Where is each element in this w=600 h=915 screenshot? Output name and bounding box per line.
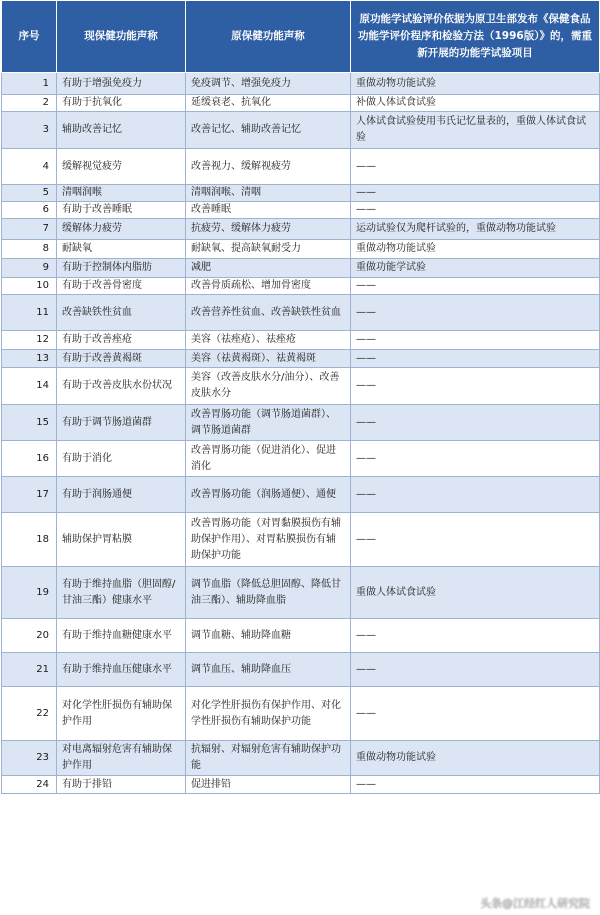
current-claim-cell: 有助于改善黄褐斑 bbox=[57, 350, 186, 368]
row-number-cell: 17 bbox=[2, 477, 57, 513]
required-test-cell: —— bbox=[351, 619, 600, 653]
row-number-cell: 5 bbox=[2, 185, 57, 202]
current-claim-cell: 有助于改善骨密度 bbox=[57, 278, 186, 295]
original-claim-cell: 调节血脂（降低总胆固醇、降低甘油三酯）、辅助降血脂 bbox=[186, 567, 351, 619]
current-claim-cell: 对电离辐射危害有辅助保护作用 bbox=[57, 741, 186, 776]
current-claim-cell: 有助于排铅 bbox=[57, 776, 186, 794]
current-claim-cell: 辅助改善记忆 bbox=[57, 112, 186, 149]
header-no: 序号 bbox=[2, 1, 57, 73]
row-number-cell: 19 bbox=[2, 567, 57, 619]
row-number-cell: 9 bbox=[2, 259, 57, 278]
current-claim-cell: 有助于维持血脂（胆固醇/甘油三酯）健康水平 bbox=[57, 567, 186, 619]
row-number-cell: 21 bbox=[2, 653, 57, 687]
required-test-cell: —— bbox=[351, 513, 600, 567]
original-claim-cell: 改善骨质疏松、增加骨密度 bbox=[186, 278, 351, 295]
header-original-claim: 原保健功能声称 bbox=[186, 1, 351, 73]
required-test-cell: 补做人体试食试验 bbox=[351, 95, 600, 112]
table-row bbox=[2, 185, 600, 202]
current-claim-cell: 有助于维持血糖健康水平 bbox=[57, 619, 186, 653]
row-number-cell: 16 bbox=[2, 441, 57, 477]
table-row bbox=[2, 259, 600, 278]
original-claim-cell: 清咽润喉、清咽 bbox=[186, 185, 351, 202]
table-row bbox=[2, 73, 600, 95]
row-number-cell: 11 bbox=[2, 295, 57, 331]
current-claim-cell: 有助于调节肠道菌群 bbox=[57, 405, 186, 441]
row-number-cell: 13 bbox=[2, 350, 57, 368]
required-test-cell: —— bbox=[351, 687, 600, 741]
table-row bbox=[2, 331, 600, 350]
row-number-cell: 15 bbox=[2, 405, 57, 441]
header-current-claim: 现保健功能声称 bbox=[57, 1, 186, 73]
row-number-cell: 23 bbox=[2, 741, 57, 776]
current-claim-cell: 耐缺氧 bbox=[57, 240, 186, 259]
table-row bbox=[2, 112, 600, 149]
original-claim-cell: 美容（祛痤疮）、祛痤疮 bbox=[186, 331, 351, 350]
original-claim-cell: 免疫调节、增强免疫力 bbox=[186, 73, 351, 95]
required-test-cell: —— bbox=[351, 331, 600, 350]
table-row bbox=[2, 477, 600, 513]
table-row bbox=[2, 368, 600, 405]
header-required-tests: 原功能学试验评价依据为原卫生部发布《保健食品功能学评价程序和检验方法（1996版）》的，需重新开展的功能学试验项目 bbox=[351, 1, 600, 73]
required-test-cell: —— bbox=[351, 278, 600, 295]
original-claim-cell: 调节血糖、辅助降血糖 bbox=[186, 619, 351, 653]
current-claim-cell: 改善缺铁性贫血 bbox=[57, 295, 186, 331]
table-row bbox=[2, 687, 600, 741]
row-number-cell: 8 bbox=[2, 240, 57, 259]
table-row bbox=[2, 513, 600, 567]
current-claim-cell: 缓解视觉疲劳 bbox=[57, 149, 186, 185]
row-number-cell: 12 bbox=[2, 331, 57, 350]
current-claim-cell: 有助于改善痤疮 bbox=[57, 331, 186, 350]
original-claim-cell: 改善睡眠 bbox=[186, 202, 351, 219]
original-claim-cell: 耐缺氧、提高缺氧耐受力 bbox=[186, 240, 351, 259]
table-row bbox=[2, 295, 600, 331]
row-number-cell: 22 bbox=[2, 687, 57, 741]
required-test-cell: —— bbox=[351, 350, 600, 368]
required-test-cell: 运动试验仅为爬杆试验的，重做动物功能试验 bbox=[351, 219, 600, 240]
table-row bbox=[2, 219, 600, 240]
required-test-cell: —— bbox=[351, 149, 600, 185]
table-row bbox=[2, 567, 600, 619]
original-claim-cell: 抗疲劳、缓解体力疲劳 bbox=[186, 219, 351, 240]
required-test-cell: —— bbox=[351, 405, 600, 441]
original-claim-cell: 对化学性肝损伤有保护作用、对化学性肝损伤有辅助保护功能 bbox=[186, 687, 351, 741]
table-row bbox=[2, 202, 600, 219]
row-number-cell: 10 bbox=[2, 278, 57, 295]
required-test-cell: —— bbox=[351, 185, 600, 202]
table-row bbox=[2, 95, 600, 112]
original-claim-cell: 美容（改善皮肤水分/油分）、改善皮肤水分 bbox=[186, 368, 351, 405]
required-test-cell: —— bbox=[351, 441, 600, 477]
row-number-cell: 14 bbox=[2, 368, 57, 405]
required-test-cell: —— bbox=[351, 202, 600, 219]
current-claim-cell: 有助于消化 bbox=[57, 441, 186, 477]
original-claim-cell: 改善视力、缓解视疲劳 bbox=[186, 149, 351, 185]
original-claim-cell: 改善胃肠功能（对胃黏膜损伤有辅助保护作用）、对胃粘膜损伤有辅助保护功能 bbox=[186, 513, 351, 567]
current-claim-cell: 辅助保护胃粘膜 bbox=[57, 513, 186, 567]
required-test-cell: 重做动物功能试验 bbox=[351, 741, 600, 776]
current-claim-cell: 有助于改善睡眠 bbox=[57, 202, 186, 219]
row-number-cell: 7 bbox=[2, 219, 57, 240]
table-row bbox=[2, 149, 600, 185]
current-claim-cell: 有助于改善皮肤水份状况 bbox=[57, 368, 186, 405]
row-number-cell: 2 bbox=[2, 95, 57, 112]
current-claim-cell: 对化学性肝损伤有辅助保护作用 bbox=[57, 687, 186, 741]
table-row bbox=[2, 619, 600, 653]
current-claim-cell: 有助于润肠通便 bbox=[57, 477, 186, 513]
table-row bbox=[2, 653, 600, 687]
original-claim-cell: 改善胃肠功能（调节肠道菌群）、调节肠道菌群 bbox=[186, 405, 351, 441]
required-test-cell: 重做动物功能试验 bbox=[351, 240, 600, 259]
original-claim-cell: 改善营养性贫血、改善缺铁性贫血 bbox=[186, 295, 351, 331]
original-claim-cell: 美容（祛黄褐斑）、祛黄褐斑 bbox=[186, 350, 351, 368]
row-number-cell: 1 bbox=[2, 73, 57, 95]
row-number-cell: 24 bbox=[2, 776, 57, 794]
table-row bbox=[2, 278, 600, 295]
row-number-cell: 20 bbox=[2, 619, 57, 653]
required-test-cell: —— bbox=[351, 295, 600, 331]
required-test-cell: —— bbox=[351, 776, 600, 794]
current-claim-cell: 有助于控制体内脂肪 bbox=[57, 259, 186, 278]
current-claim-cell: 有助于抗氧化 bbox=[57, 95, 186, 112]
health-function-table bbox=[1, 0, 600, 794]
table-row bbox=[2, 405, 600, 441]
table-body bbox=[2, 73, 600, 794]
required-test-cell: —— bbox=[351, 653, 600, 687]
table-row bbox=[2, 350, 600, 368]
current-claim-cell: 清咽润喉 bbox=[57, 185, 186, 202]
original-claim-cell: 抗辐射、对辐射危害有辅助保护功能 bbox=[186, 741, 351, 776]
original-claim-cell: 调节血压、辅助降血压 bbox=[186, 653, 351, 687]
row-number-cell: 4 bbox=[2, 149, 57, 185]
required-test-cell: —— bbox=[351, 477, 600, 513]
table-row bbox=[2, 776, 600, 794]
row-number-cell: 3 bbox=[2, 112, 57, 149]
table-header-row bbox=[2, 1, 600, 73]
row-number-cell: 6 bbox=[2, 202, 57, 219]
original-claim-cell: 减肥 bbox=[186, 259, 351, 278]
current-claim-cell: 有助于维持血压健康水平 bbox=[57, 653, 186, 687]
table-row bbox=[2, 240, 600, 259]
original-claim-cell: 改善胃肠功能（促进消化）、促进消化 bbox=[186, 441, 351, 477]
current-claim-cell: 有助于增强免疫力 bbox=[57, 73, 186, 95]
required-test-cell: 重做动物功能试验 bbox=[351, 73, 600, 95]
watermark: 头条@江经红人研究院 bbox=[480, 897, 590, 910]
required-test-cell: 人体试食试验使用韦氏记忆量表的，重做人体试食试验 bbox=[351, 112, 600, 149]
table-row bbox=[2, 441, 600, 477]
original-claim-cell: 改善胃肠功能（润肠通便）、通便 bbox=[186, 477, 351, 513]
original-claim-cell: 延缓衰老、抗氧化 bbox=[186, 95, 351, 112]
required-test-cell: 重做人体试食试验 bbox=[351, 567, 600, 619]
required-test-cell: 重做功能学试验 bbox=[351, 259, 600, 278]
row-number-cell: 18 bbox=[2, 513, 57, 567]
table-row bbox=[2, 741, 600, 776]
current-claim-cell: 缓解体力疲劳 bbox=[57, 219, 186, 240]
required-test-cell: —— bbox=[351, 368, 600, 405]
original-claim-cell: 改善记忆、辅助改善记忆 bbox=[186, 112, 351, 149]
original-claim-cell: 促进排铅 bbox=[186, 776, 351, 794]
